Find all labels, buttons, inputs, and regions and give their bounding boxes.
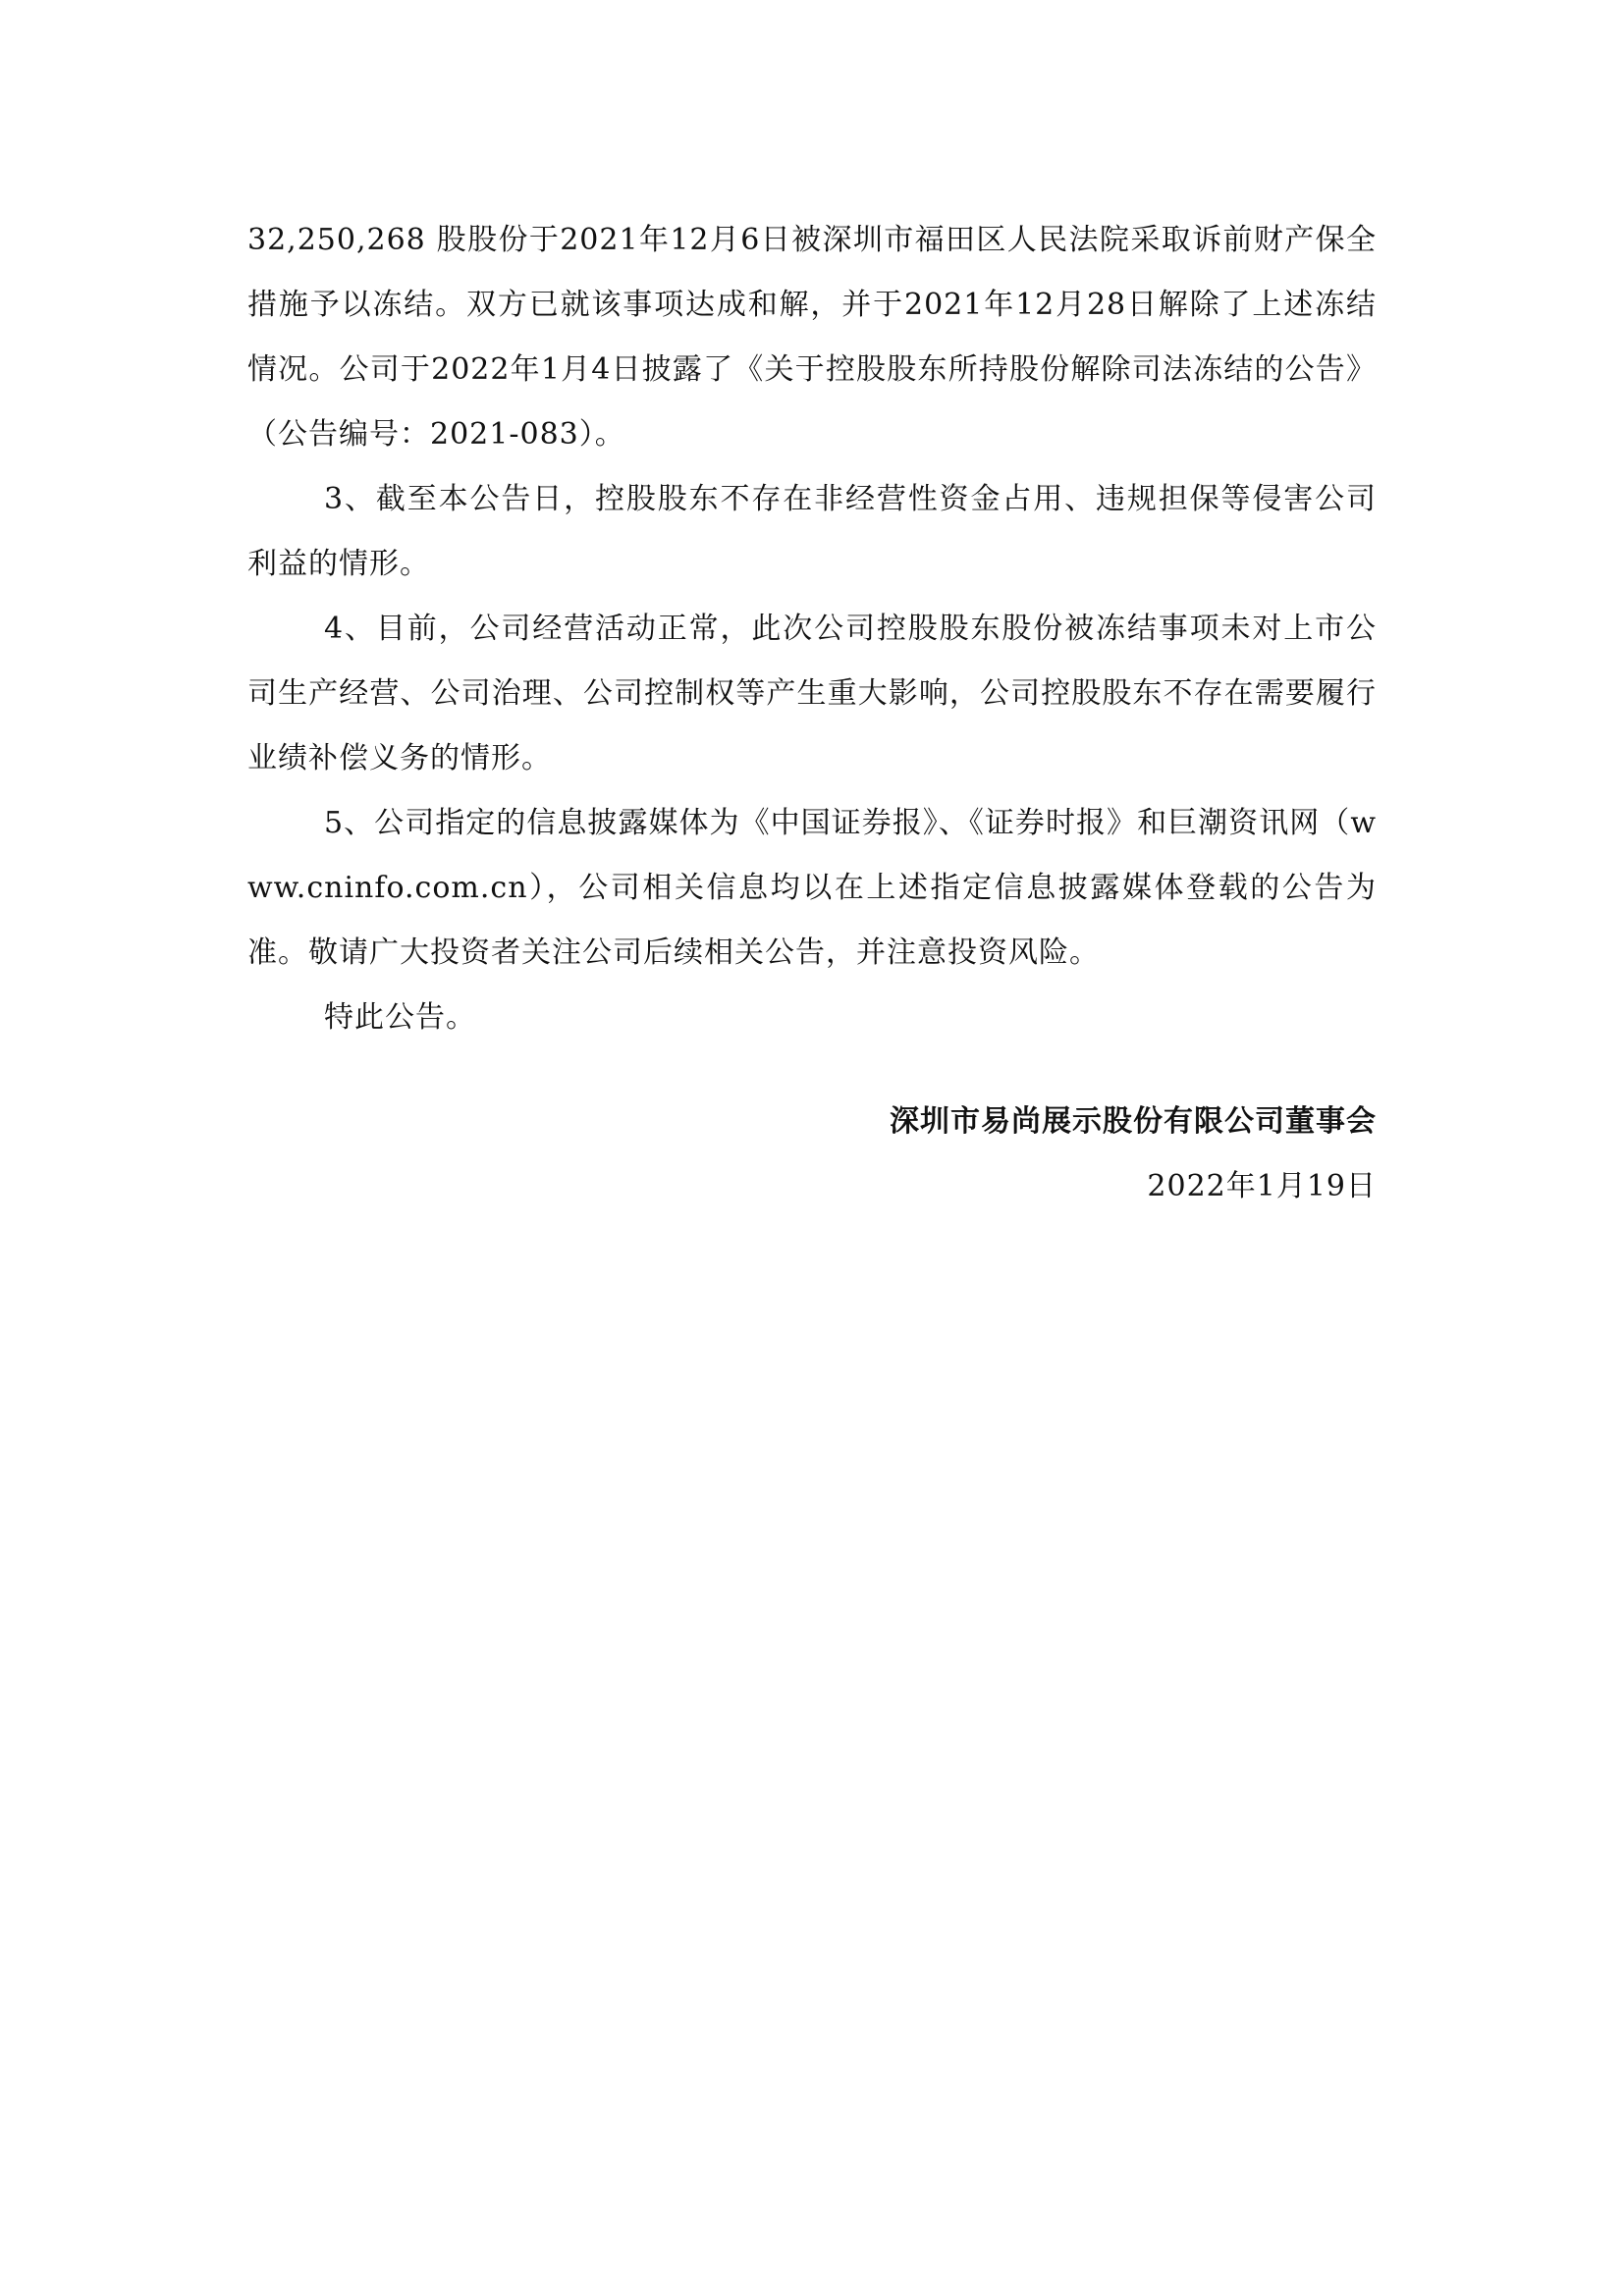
signature-block (890, 1090, 1377, 1219)
paragraph-closing: 特此公告。 (324, 1000, 476, 1035)
paragraph-freeze-details: 32,250,268 股股份于2021年12月6日被深圳市福田区人民法院采取诉前财产保全措施予以冻结。双方已就该事项达成和解，并于2021年12月28日解除了上述冻结情况。公司于2022年1月4日披露了《关于控股股东所持股份解除司法冻结的公告》（公告编号：2021-083）。 (247, 223, 1377, 452)
announcement-body (247, 208, 1377, 1050)
signature-company: 深圳市易尚展示股份有限公司董事会 (890, 1104, 1377, 1139)
paragraph-item-3: 3、截至本公告日，控股股东不存在非经营性资金占用、违规担保等侵害公司利益的情形。 (247, 482, 1377, 581)
paragraph-item-4: 4、目前，公司经营活动正常，此次公司控股股东股份被冻结事项未对上市公司生产经营、公司治理、公司控制权等产生重大影响，公司控股股东不存在需要履行业绩补偿义务的情形。 (247, 612, 1377, 775)
paragraph-item-5: 5、公司指定的信息披露媒体为《中国证券报》、《证券时报》和巨潮资讯网（www.cninfo.com.cn），公司相关信息均以在上述指定信息披露媒体登载的公告为准。敬请广大投资者关注公司后续相关公告，并注意投资风险。 (247, 806, 1377, 970)
signature-date: 2022年1月19日 (1147, 1169, 1377, 1203)
